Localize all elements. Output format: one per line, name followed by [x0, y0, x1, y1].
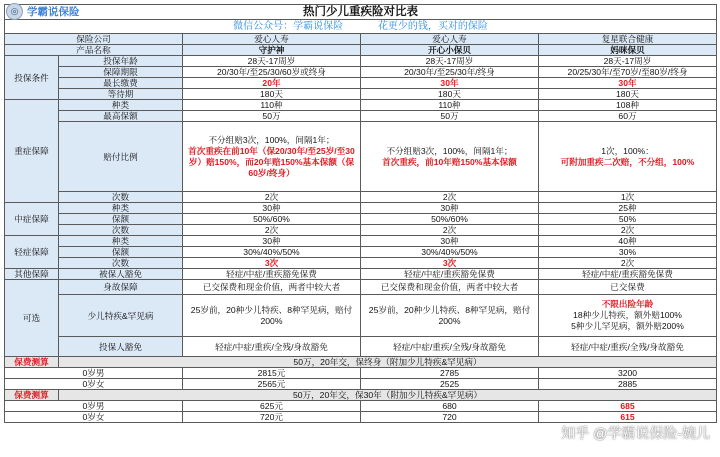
table-row [5, 225, 717, 236]
table-row [5, 122, 717, 192]
cell: 20/30年/至25/30年/终身 [361, 67, 539, 78]
cell: 28天-17周岁 [539, 56, 717, 67]
cell: 625元 [183, 401, 361, 412]
cell: 615 [539, 412, 717, 423]
row-label: 被保人豁免 [59, 269, 183, 280]
brand-logo [6, 3, 80, 20]
page-title: 热门少儿重疾险对比表 [5, 5, 717, 20]
cell: 50%/60% [183, 214, 361, 225]
section-label: 保费测算 [5, 390, 59, 401]
row-label: 投保年龄 [59, 56, 183, 67]
cell: 已交保费和现金价值，两者中较大者 [361, 280, 539, 295]
cell: 180天 [361, 89, 539, 100]
row-label: 0岁男 [5, 401, 183, 412]
table-row [5, 56, 717, 67]
group-label: 重症保障 [5, 100, 59, 203]
row-label: 保额 [59, 247, 183, 258]
row-label: 最高保额 [59, 111, 183, 122]
product-label: 产品名称 [5, 45, 183, 56]
cell: 60万 [539, 111, 717, 122]
table-row [5, 269, 717, 280]
ratio-cell [183, 122, 361, 192]
cell: 3次 [183, 258, 361, 269]
row-label: 保障期限 [59, 67, 183, 78]
row-label: 次数 [59, 192, 183, 203]
premium-section-row [5, 357, 717, 368]
subtitle-row [5, 20, 717, 34]
table-row [5, 111, 717, 122]
ratio-highlight: 首次重疾在前10年（保20/30年/至25岁/至30岁）赔150%，而20年赔150%基本保额（保60岁/终身） [188, 145, 355, 178]
cell: 2次 [183, 225, 361, 236]
cell: 轻症/中症/重疾豁免保费 [539, 269, 717, 280]
row-label: 少儿特疾&罕见病 [59, 295, 183, 337]
row-label: 次数 [59, 225, 183, 236]
cell: 30种 [361, 236, 539, 247]
cell: 30种 [361, 203, 539, 214]
table-row [5, 236, 717, 247]
company-cell: 爱心人寿 [361, 34, 539, 45]
cell: 25种 [539, 203, 717, 214]
subtitle-left: 微信公众号：学霸说保险 [233, 20, 344, 32]
group-label: 中症保障 [5, 203, 59, 236]
cell: 30% [539, 247, 717, 258]
company-cell: 复星联合健康 [539, 34, 717, 45]
section-desc: 50万，20年交，保30年（附加少儿特疾&罕见病） [59, 390, 717, 401]
ratio-cell [539, 122, 717, 192]
cell: 已交保费和现金价值，两者中较大者 [183, 280, 361, 295]
ratio-normal: 不分组赔3次，100%，间隔1年； [386, 145, 513, 156]
product-row [5, 45, 717, 56]
table-row [5, 247, 717, 258]
company-row [5, 34, 717, 45]
ratio-highlight: 可附加重疾二次赔，不分组，100% [560, 156, 695, 167]
cell: 25岁前，20种少儿特疾、8种罕见病，赔付200% [361, 295, 539, 337]
cell: 2次 [361, 225, 539, 236]
cell: 50%/60% [361, 214, 539, 225]
cell: 轻症/中症/重疾/全残/身故豁免 [361, 337, 539, 357]
cell: 2次 [539, 258, 717, 269]
cell: 20/30年/至25/30/60岁或终身 [183, 67, 361, 78]
table-row [5, 258, 717, 269]
row-label: 0岁女 [5, 412, 183, 423]
cell: 3200 [539, 368, 717, 379]
table-row [5, 89, 717, 100]
cell: 30种 [183, 236, 361, 247]
row-label: 身故保障 [59, 280, 183, 295]
group-label: 轻症保障 [5, 236, 59, 269]
section-label: 保费测算 [5, 357, 59, 368]
row-label: 0岁女 [5, 379, 183, 390]
cell: 110种 [183, 100, 361, 111]
cell: 28天-17周岁 [183, 56, 361, 67]
cell: 50万 [361, 111, 539, 122]
cell: 50% [539, 214, 717, 225]
cell: 40种 [539, 236, 717, 247]
cell: 108种 [539, 100, 717, 111]
cell: 2565元 [183, 379, 361, 390]
cell: 28天-17周岁 [361, 56, 539, 67]
cell: 685 [539, 401, 717, 412]
table-row [5, 295, 717, 337]
title-row [5, 5, 717, 20]
cell: 720元 [183, 412, 361, 423]
ratio-highlight: 首次重疾，前10年赔150%基本保额 [382, 156, 517, 167]
row-label: 投保人豁免 [59, 337, 183, 357]
cell: 1次 [539, 192, 717, 203]
child-line: 5种少儿罕见病，额外赔200% [571, 321, 684, 331]
brand-name: 学霸说保险 [27, 6, 80, 18]
table-row [5, 412, 717, 423]
table-row [5, 368, 717, 379]
cell: 30年 [539, 78, 717, 89]
cell: 轻症/中症/重疾豁免保费 [183, 269, 361, 280]
group-label: 可选 [5, 280, 59, 357]
cell: 110种 [361, 100, 539, 111]
row-label: 0岁男 [5, 368, 183, 379]
subtitle-right: 花更少的钱，买对的保险 [377, 20, 488, 32]
table-row [5, 67, 717, 78]
child-highlight: 不限出险年龄 [601, 299, 654, 309]
table-row [5, 280, 717, 295]
cell: 30种 [183, 203, 361, 214]
cell: 轻症/中症/重疾/全残/身故豁免 [183, 337, 361, 357]
cell: 30%/40%/50% [183, 247, 361, 258]
cell: 2815元 [183, 368, 361, 379]
comparison-table [4, 4, 717, 423]
watermark-text: 知乎 @学霸说保险-婉儿 [561, 425, 710, 441]
cell: 30%/40%/50% [361, 247, 539, 258]
group-label: 其他保障 [5, 269, 59, 280]
cell: 20年 [183, 78, 361, 89]
row-label: 种类 [59, 203, 183, 214]
table-row [5, 100, 717, 111]
cell: 2次 [539, 225, 717, 236]
ratio-normal: 不分组赔3次，100%，间隔1年； [208, 134, 335, 145]
premium-section-row [5, 390, 717, 401]
ratio-normal: 1次，100%： [601, 145, 654, 156]
table-row [5, 379, 717, 390]
row-label: 种类 [59, 236, 183, 247]
table-row [5, 214, 717, 225]
cell: 180天 [183, 89, 361, 100]
cell: 50万 [183, 111, 361, 122]
company-label: 保险公司 [5, 34, 183, 45]
cell: 已交保费 [539, 280, 717, 295]
section-desc: 50万，20年交，保终身（附加少儿特疾&罕见病） [59, 357, 717, 368]
cell: 2785 [361, 368, 539, 379]
cell: 720 [361, 412, 539, 423]
cell: 20/25/30年/至70岁/至80岁/终身 [539, 67, 717, 78]
cell: 3次 [361, 258, 539, 269]
ratio-cell [361, 122, 539, 192]
cell: 轻症/中症/重疾/全残/身故豁免 [539, 337, 717, 357]
table-row [5, 337, 717, 357]
cell: 180天 [539, 89, 717, 100]
cell: 轻症/中症/重疾豁免保费 [361, 269, 539, 280]
group-label: 投保条件 [5, 56, 59, 100]
row-label: 次数 [59, 258, 183, 269]
row-label: 等待期 [59, 89, 183, 100]
product-cell: 守护神 [183, 45, 361, 56]
row-label: 赔付比例 [59, 122, 183, 192]
table-row [5, 78, 717, 89]
table-row [5, 192, 717, 203]
brand-logo-icon: ◎ [6, 3, 23, 20]
comparison-table-wrapper [4, 4, 716, 423]
product-cell: 开心小保贝 [361, 45, 539, 56]
cell: 2525 [361, 379, 539, 390]
row-label: 种类 [59, 100, 183, 111]
cell: 680 [361, 401, 539, 412]
cell [539, 295, 717, 337]
company-cell: 爱心人寿 [183, 34, 361, 45]
cell: 2885 [539, 379, 717, 390]
row-label: 最长缴费 [59, 78, 183, 89]
child-line: 18种少儿特疾，额外赔100% [573, 310, 682, 320]
cell: 2次 [183, 192, 361, 203]
product-cell: 妈咪保贝 [539, 45, 717, 56]
table-row [5, 401, 717, 412]
row-label: 保额 [59, 214, 183, 225]
cell: 30年 [361, 78, 539, 89]
cell: 25岁前，20种少儿特疾、8种罕见病，赔付200% [183, 295, 361, 337]
cell: 2次 [361, 192, 539, 203]
table-row [5, 203, 717, 214]
